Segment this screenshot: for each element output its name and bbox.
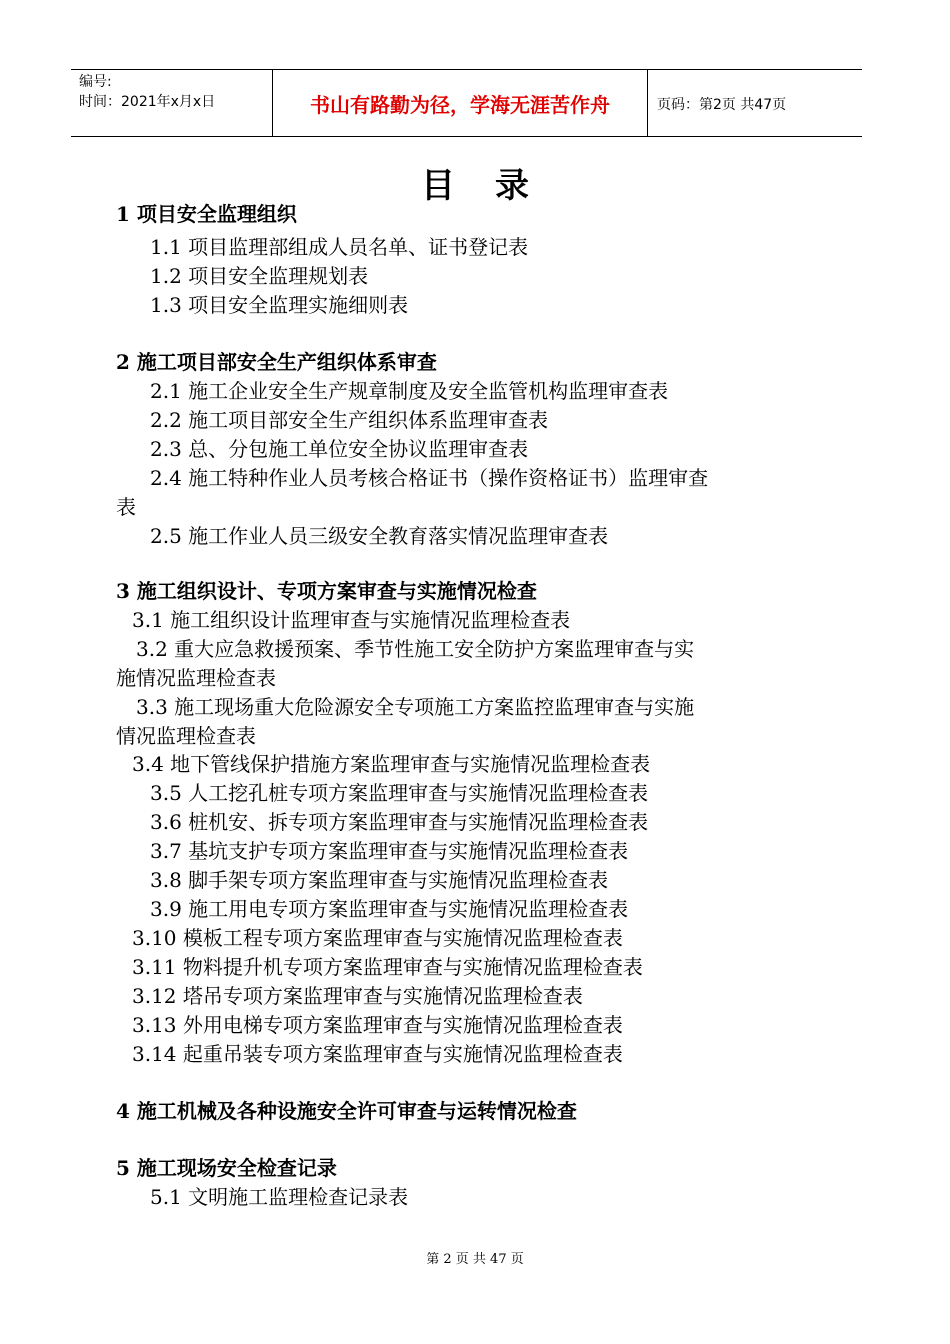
toc-item: 1.3 项目安全监理实施细则表 — [150, 293, 409, 317]
toc-item: 2.3 总、分包施工单位安全协议监理审查表 — [150, 437, 529, 461]
toc-item: 3.12 塔吊专项方案监理审查与实施情况监理检查表 — [132, 984, 583, 1008]
toc-item: 3.8 脚手架专项方案监理审查与实施情况监理检查表 — [150, 868, 609, 892]
time-label: 时间：2021年x月x日 — [79, 94, 216, 110]
toc-item: 3.7 基坑支护专项方案监理审查与实施情况监理检查表 — [150, 839, 629, 863]
toc-section-5: 5 施工现场安全检查记录 — [116, 1156, 337, 1180]
header-divider — [647, 70, 648, 136]
toc-section-1: 1 项目安全监理组织 — [116, 202, 297, 226]
number-label: 编号: — [79, 74, 112, 90]
toc-item: 3.11 物料提升机专项方案监理审查与实施情况监理检查表 — [132, 955, 643, 979]
toc-item: 1.1 项目监理部组成人员名单、证书登记表 — [150, 235, 529, 259]
page-footer: 第 2 页 共 47 页 — [426, 1252, 524, 1267]
toc-item: 1.2 项目安全监理规划表 — [150, 264, 369, 288]
toc-item-continued: 情况监理检查表 — [116, 724, 256, 748]
toc-item: 3.14 起重吊装专项方案监理审查与实施情况监理检查表 — [132, 1042, 623, 1066]
header-meta — [79, 72, 215, 112]
toc-item: 5.1 文明施工监理检查记录表 — [150, 1185, 409, 1209]
toc-item: 2.4 施工特种作业人员考核合格证书（操作资格证书）监理审查 — [150, 466, 709, 490]
header-motto: 书山有路勤为径，学海无涯苦作舟 — [310, 92, 610, 117]
toc-item: 2.5 施工作业人员三级安全教育落实情况监理审查表 — [150, 524, 609, 548]
header-page-label: 页码：第2页 共47页 — [657, 97, 787, 113]
toc-section-2: 2 施工项目部安全生产组织体系审查 — [116, 350, 437, 374]
toc-item: 3.3 施工现场重大危险源安全专项施工方案监控监理审查与实施 — [136, 695, 695, 719]
toc-item: 2.2 施工项目部安全生产组织体系监理审查表 — [150, 408, 549, 432]
toc-item: 3.6 桩机安、拆专项方案监理审查与实施情况监理检查表 — [150, 810, 649, 834]
toc-item-continued: 施情况监理检查表 — [116, 666, 276, 690]
toc-section-4: 4 施工机械及各种设施安全许可审查与运转情况检查 — [116, 1099, 577, 1123]
toc-section-3: 3 施工组织设计、专项方案审查与实施情况检查 — [116, 579, 537, 603]
page-title: 目录 — [421, 166, 569, 206]
toc-item: 3.5 人工挖孔桩专项方案监理审查与实施情况监理检查表 — [150, 781, 649, 805]
toc-item: 3.9 施工用电专项方案监理审查与实施情况监理检查表 — [150, 897, 629, 921]
toc-item: 3.1 施工组织设计监理审查与实施情况监理检查表 — [132, 608, 571, 632]
toc-item: 3.4 地下管线保护措施方案监理审查与实施情况监理检查表 — [132, 752, 651, 776]
toc-item-continued: 表 — [116, 495, 136, 519]
toc-item: 3.2 重大应急救援预案、季节性施工安全防护方案监理审查与实 — [136, 637, 695, 661]
document-header — [71, 69, 862, 137]
toc-item: 2.1 施工企业安全生产规章制度及安全监管机构监理审查表 — [150, 379, 669, 403]
toc-item: 3.13 外用电梯专项方案监理审查与实施情况监理检查表 — [132, 1013, 623, 1037]
toc-item: 3.10 模板工程专项方案监理审查与实施情况监理检查表 — [132, 926, 623, 950]
